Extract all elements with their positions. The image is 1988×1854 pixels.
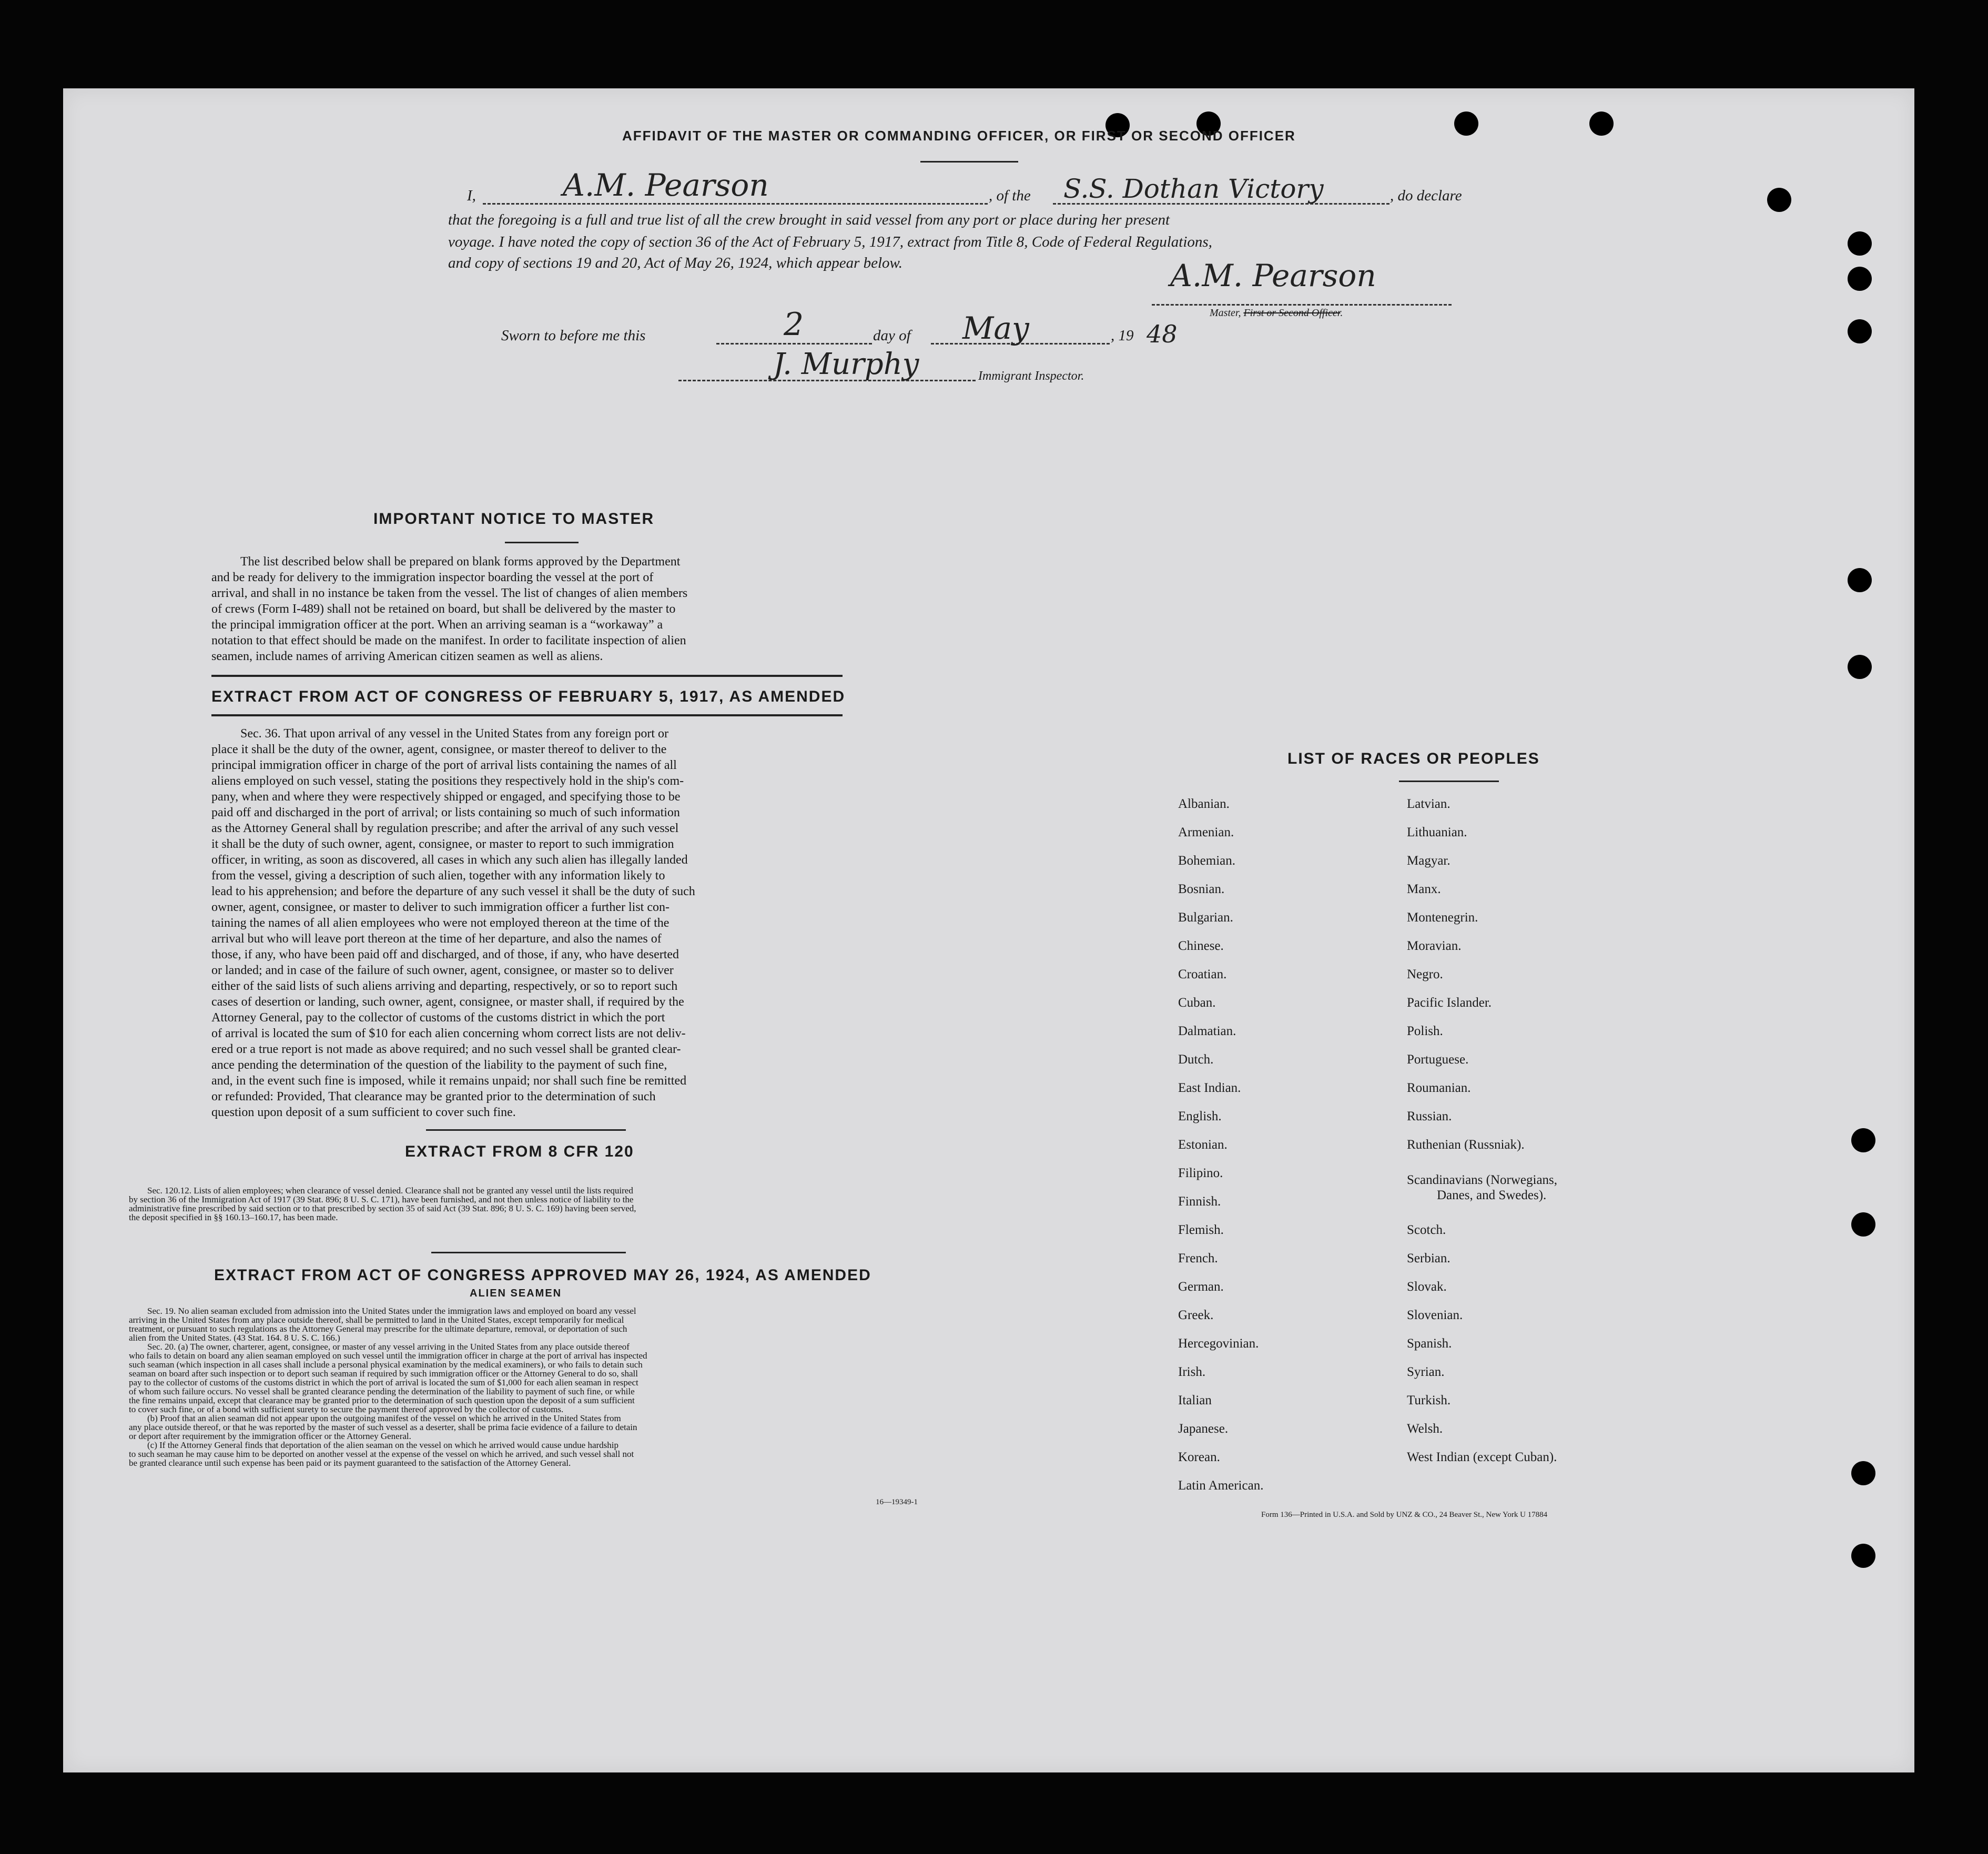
- race-item: Filipino.: [1178, 1166, 1223, 1180]
- year-label: , 19: [1111, 327, 1134, 344]
- day-of-label: day of: [873, 327, 911, 344]
- master-label-text: Master,: [1210, 307, 1241, 319]
- sec36-line: either of the said lists of such aliens arriving and departing, respectively, or so to report such: [211, 979, 678, 993]
- signatory-signature: A.M. Pearson: [563, 167, 769, 203]
- sec-line: of whom such failure occurs. No vessel shall be granted clearance pending the determination of the liability to payment of such fine, or while: [129, 1386, 635, 1396]
- sec-line: seaman on board after such inspection or to deport such seaman if required by such immigration officer or the Attorney General to do so, shall: [129, 1369, 638, 1379]
- sec-line: the fine remains unpaid, except that clearance may be granted prior to the determination of such question upon the deposit of a sum sufficient: [129, 1395, 635, 1405]
- sec36-line: cases of desertion or landing, such owner, agent, consignee, or master shall, if required by the: [211, 995, 684, 1009]
- sec-line: (c) If the Attorney General finds that deportation of the alien seaman on the vessel on which he arrived would cause undue hardship: [147, 1440, 618, 1450]
- vessel-name-handwritten: S.S. Dothan Victory: [1063, 174, 1324, 204]
- sec-line: or deport after requirement by the immigration officer or the Attorney General.: [129, 1431, 411, 1441]
- sec36-line: place it shall be the duty of the owner, agent, consignee, or master thereof to deliver to the: [211, 743, 667, 756]
- race-item: Turkish.: [1407, 1393, 1451, 1407]
- sec36-line: arrival but who will leave port thereon at the time of her departure, and also the names of: [211, 932, 662, 946]
- race-item: West Indian (except Cuban).: [1407, 1450, 1557, 1464]
- sec-line: (b) Proof that an alien seaman did not appear upon the outgoing manifest of the vessel on which he arrived in the United States from: [147, 1413, 621, 1423]
- notice-line: of crews (Form I-489) shall not be retained on board, but shall be delivered by the master to: [211, 602, 676, 616]
- race-item: Polish.: [1407, 1024, 1443, 1038]
- sec36-line: paid off and discharged in the port of arrival; or lists containing so much of such information: [211, 806, 680, 819]
- do-declare-label: , do declare: [1390, 187, 1462, 204]
- notice-line: the principal immigration officer at the port. When an arriving seaman is a “workaway” a: [211, 618, 663, 632]
- sec36-line: and, in the event such fine is imposed, while it remains unpaid; nor shall such fine be remitted: [211, 1074, 687, 1088]
- sec36-line: of arrival is located the sum of $10 for each alien concerning whom correct lists are not deliv-: [211, 1027, 686, 1040]
- race-item: Bohemian.: [1178, 854, 1236, 868]
- sec36-line: officer, in writing, as soon as discovered, all cases in which any such alien has illegally landed: [211, 853, 688, 867]
- punch-hole-icon: [1851, 1128, 1875, 1152]
- sec36-line: as the Attorney General shall by regulation prescribe; and after the arrival of any such vessel: [211, 822, 679, 835]
- master-label: [1210, 307, 1343, 319]
- form-number: 16—19349-1: [876, 1498, 918, 1506]
- sec36-line: lead to his apprehension; and before the departure of any such vessel it shall be the duty of such: [211, 885, 695, 898]
- race-item: Lithuanian.: [1407, 825, 1467, 839]
- sec36-line: it shall be the duty of such owner, agent, consignee, or master to report to such immigration: [211, 837, 674, 851]
- year-handwritten: 48: [1147, 320, 1178, 348]
- sec36-line: Attorney General, pay to the collector of customs of the customs district in which the port: [211, 1011, 665, 1025]
- race-item: Slovenian.: [1407, 1308, 1463, 1322]
- sec-line: any place outside thereof, or that he was reported by the master of such vessel as a deserter, shall be prima facie evidence of a failure to detain: [129, 1422, 637, 1432]
- sworn-label: Sworn to before me this: [501, 327, 646, 344]
- sec-line: Sec. 20. (a) The owner, charterer, agent, consignee, or master of any vessel arriving in the United States from any place outside thereof: [147, 1342, 630, 1352]
- race-item: Flemish.: [1178, 1223, 1224, 1237]
- race-item: Greek.: [1178, 1308, 1214, 1322]
- sworn-day-line: [716, 343, 872, 345]
- race-item: Dutch.: [1178, 1052, 1214, 1067]
- sec36-line: aliens employed on such vessel, stating the positions they respectively hold in the ship's com-: [211, 774, 684, 788]
- cfr-line: by section 36 of the Immigration Act of 1917 (39 Stat. 896; 8 U. S. C. 171), have been furnished, and not then unless notice of liability to the: [129, 1194, 634, 1204]
- race-item: Albanian.: [1178, 797, 1230, 811]
- notice-line: notation to that effect should be made on the manifest. In order to facilitate inspection of alien: [211, 634, 686, 647]
- sec-line: such seaman (which inspection in all cases shall include a personal physical examination by the medical examiners), or who fails to detain such: [129, 1360, 643, 1370]
- race-item: Hercegovinian.: [1178, 1336, 1259, 1351]
- sec-line: Sec. 19. No alien seaman excluded from admission into the United States under the immigration laws and employed on board any vessel: [147, 1306, 636, 1316]
- affidavit-body-line: voyage. I have noted the copy of section 36 of the Act of February 5, 1917, extract from Title 8, Code of Federal Regulations,: [448, 234, 1212, 250]
- race-item: Chinese.: [1178, 939, 1224, 953]
- race-item: Latin American.: [1178, 1478, 1264, 1493]
- race-item: Negro.: [1407, 967, 1443, 981]
- section-divider: [211, 675, 843, 677]
- race-item: Welsh.: [1407, 1422, 1443, 1436]
- race-item: French.: [1178, 1251, 1218, 1265]
- punch-hole-icon: [1848, 231, 1872, 256]
- notice-title: IMPORTANT NOTICE TO MASTER: [373, 510, 655, 528]
- punch-hole-icon: [1589, 112, 1614, 136]
- notice-line: and be ready for delivery to the immigration inspector boarding the vessel at the port of: [211, 571, 654, 584]
- punch-hole-icon: [1848, 267, 1872, 291]
- sec36-line: pany, when and where they were respectively shipped or engaged, and specifying those to be: [211, 790, 681, 804]
- struck-officer-label: First or Second Officer: [1243, 307, 1341, 319]
- race-item: Serbian.: [1407, 1251, 1451, 1265]
- race-item: Pacific Islander.: [1407, 996, 1492, 1010]
- sec-line: be granted clearance until such expense has been paid or its payment guaranteed to the satisfaction of the Attorney General.: [129, 1458, 571, 1468]
- race-item: English.: [1178, 1109, 1222, 1123]
- alien-seamen-subtitle: ALIEN SEAMEN: [470, 1288, 562, 1299]
- punch-hole-icon: [1848, 568, 1872, 592]
- race-item: Slovak.: [1407, 1280, 1447, 1294]
- extract-cfr-body: [129, 1186, 929, 1222]
- sec36-line: ered or a true report is not made as above required; and no such vessel shall be granted clear-: [211, 1042, 681, 1056]
- sec36-line: taining the names of all alien employees who were not employed thereon at the time of the: [211, 916, 670, 930]
- section-divider: [211, 714, 843, 716]
- race-item: Italian: [1178, 1393, 1212, 1407]
- sec36-line: or landed; and in case of the failure of such owner, agent, consignee, or master so to deliver: [211, 964, 674, 977]
- master-label-end: .: [1340, 307, 1343, 319]
- sec36-line: from the vessel, giving a description of such alien, together with any information likely to: [211, 869, 665, 883]
- race-item: Syrian.: [1407, 1365, 1445, 1379]
- title-divider: [920, 161, 1018, 163]
- race-item-continued: Danes, and Swedes).: [1437, 1188, 1547, 1202]
- extract-1924-body: [129, 1306, 929, 1467]
- sec36-line: principal immigration officer in charge of the port of arrival lists containing the names of all: [211, 758, 677, 772]
- race-item: Montenegrin.: [1407, 910, 1478, 925]
- notice-line: seamen, include names of arriving American citizen seamen as well as aliens.: [211, 650, 603, 663]
- race-item: Spanish.: [1407, 1336, 1452, 1351]
- punch-hole-icon: [1848, 655, 1872, 679]
- race-item: Dalmatian.: [1178, 1024, 1236, 1038]
- master-signature-line: [1152, 304, 1452, 306]
- printer-footer: Form 136—Printed in U.S.A. and Sold by UNZ & CO., 24 Beaver St., New York U 17884: [1261, 1511, 1548, 1519]
- sec36-line: Sec. 36. That upon arrival of any vessel in the United States from any foreign port or: [240, 727, 669, 741]
- sec-line: to such seaman he may cause him to be deported on another vessel at the expense of the vessel on which he arrived, and such vessel shall not: [129, 1449, 634, 1459]
- race-item: Irish.: [1178, 1365, 1206, 1379]
- race-item: Ruthenian (Russniak).: [1407, 1138, 1525, 1152]
- inspector-signature: J. Murphy: [773, 347, 919, 381]
- sec36-line: or refunded: Provided, That clearance may be granted prior to the determination of such: [211, 1090, 656, 1103]
- extract-1924-title: EXTRACT FROM ACT OF CONGRESS APPROVED MAY 26, 1924, AS AMENDED: [214, 1267, 871, 1284]
- punch-hole-icon: [1454, 112, 1478, 136]
- punch-hole-icon: [1767, 188, 1791, 212]
- race-item: Korean.: [1178, 1450, 1220, 1464]
- sworn-day-handwritten: 2: [784, 306, 804, 343]
- sec-line: to cover such fine, or of a bond with sufficient surety to secure the payment thereof approved by the collector of customs.: [129, 1404, 564, 1414]
- inspector-label: Immigrant Inspector.: [978, 369, 1084, 383]
- sec-line: treatment, or pursuant to such regulations as the Attorney General may prescribe for the ultimate departure, removal, or deportation of such: [129, 1324, 627, 1334]
- race-item: Russian.: [1407, 1109, 1452, 1123]
- sec-line: pay to the collector of customs of the customs district in which the port of arrival is located the sum of $1,000 for each alien seaman in respect: [129, 1377, 638, 1387]
- punch-hole-icon: [1851, 1212, 1875, 1237]
- race-item: Roumanian.: [1407, 1081, 1471, 1095]
- affidavit-body-line: and copy of sections 19 and 20, Act of May 26, 1924, which appear below.: [448, 255, 902, 271]
- race-item: Scotch.: [1407, 1223, 1446, 1237]
- races-title-divider: [1399, 781, 1499, 782]
- race-item: Bosnian.: [1178, 882, 1225, 896]
- sworn-month-handwritten: May: [962, 310, 1029, 346]
- section-divider: [426, 1129, 626, 1131]
- affidavit-title: AFFIDAVIT OF THE MASTER OR COMMANDING OFFICER, OR FIRST OR SECOND OFFICER: [622, 128, 1296, 144]
- race-item: Finnish.: [1178, 1194, 1221, 1209]
- punch-hole-icon: [1851, 1461, 1875, 1485]
- race-item: Scandinavians (Norwegians,: [1407, 1173, 1558, 1187]
- race-item: East Indian.: [1178, 1081, 1241, 1095]
- race-item: Estonian.: [1178, 1138, 1228, 1152]
- race-item: Moravian.: [1407, 939, 1462, 953]
- extract-1917-body: [211, 726, 843, 1120]
- sec-line: alien from the United States. (43 Stat. 164. 8 U. S. C. 166.): [129, 1333, 340, 1343]
- of-the-label: , of the: [989, 187, 1031, 204]
- race-item: Japanese.: [1178, 1422, 1229, 1436]
- sec-line: who fails to detain on board any alien seaman employed on such vessel until the immigration officer in charge at the port of arrival has inspected: [129, 1351, 647, 1361]
- notice-line: The list described below shall be prepared on blank forms approved by the Department: [240, 555, 681, 569]
- race-item: Cuban.: [1178, 996, 1216, 1010]
- punch-hole-icon: [1851, 1544, 1875, 1568]
- cfr-line: the deposit specified in §§ 160.13–160.17, has been made.: [129, 1212, 338, 1222]
- sec-line: arriving in the United States from any place outside thereof, shall be permitted to land in the United States, except temporarily for medical: [129, 1315, 624, 1325]
- affidavit-body-line: that the foregoing is a full and true list of all the crew brought in said vessel from any port or place during her present: [448, 211, 1170, 228]
- race-item: German.: [1178, 1280, 1224, 1294]
- races-title: LIST OF RACES OR PEOPLES: [1287, 750, 1540, 767]
- section-divider: [431, 1252, 626, 1253]
- signatory-line: [483, 203, 988, 205]
- race-item: Croatian.: [1178, 967, 1227, 981]
- extract-1917-title: EXTRACT FROM ACT OF CONGRESS OF FEBRUARY 5, 1917, AS AMENDED: [211, 688, 846, 705]
- race-item: Bulgarian.: [1178, 910, 1233, 925]
- race-item: Latvian.: [1407, 797, 1451, 811]
- sec36-line: those, if any, who have been paid off and discharged, and of those, if any, who have deserted: [211, 948, 679, 961]
- sec36-line: question upon deposit of a sum sufficient to cover such fine.: [211, 1106, 516, 1119]
- notice-line: arrival, and shall in no instance be taken from the vessel. The list of changes of alien members: [211, 586, 688, 600]
- sec36-line: ance pending the determination of the question of the liability to the payment of such fine,: [211, 1058, 667, 1072]
- notice-body: [211, 554, 843, 664]
- master-signature: A.M. Pearson: [1170, 258, 1376, 293]
- affidavit-i-label: I,: [467, 187, 476, 204]
- notice-title-divider: [505, 542, 579, 543]
- race-item: Magyar.: [1407, 854, 1451, 868]
- race-item: Portuguese.: [1407, 1052, 1469, 1067]
- cfr-line: administrative fine prescribed by said section or to that prescribed by section 35 of said Act (39 Stat. 896; 8 U. S. C. 169) having been served,: [129, 1203, 636, 1213]
- race-item: Manx.: [1407, 882, 1441, 896]
- extract-cfr-title: EXTRACT FROM 8 CFR 120: [405, 1143, 634, 1160]
- punch-hole-icon: [1848, 319, 1872, 343]
- race-item: Armenian.: [1178, 825, 1234, 839]
- cfr-line: Sec. 120.12. Lists of alien employees; when clearance of vessel denied. Clearance shall not be granted any vessel until the lists required: [147, 1186, 633, 1196]
- sec36-line: owner, agent, consignee, or master to deliver to such immigration officer a further list con-: [211, 900, 670, 914]
